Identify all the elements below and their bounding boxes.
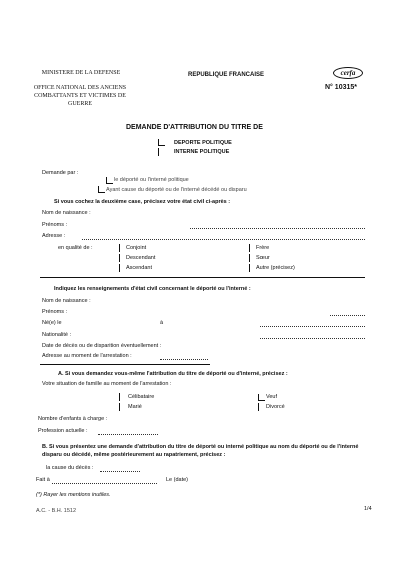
person-first-names-field[interactable] — [330, 315, 365, 316]
person-birth-name-label: Nom de naissance : — [42, 298, 91, 304]
relation-label: en qualité de : — [58, 245, 93, 251]
applicant-address-field[interactable] — [82, 239, 365, 240]
person-instruction: Indiquez les renseignements d'état civil concernant le déporté ou l'interné : — [54, 286, 251, 292]
applicant-birth-name-label: Nom de naissance : — [42, 210, 91, 216]
profession-field[interactable] — [98, 434, 158, 435]
interne-checkbox[interactable] — [158, 148, 159, 156]
applicant-first-names-label: Prénoms : — [42, 222, 68, 228]
signature-place-label: Fait à — [36, 477, 50, 483]
married-checkbox[interactable] — [119, 403, 120, 411]
relation-ascendant-checkbox[interactable] — [119, 264, 120, 272]
person-first-names-label: Prénoms : — [42, 309, 68, 315]
single-label: Célibataire — [128, 394, 155, 400]
person-death-date-label: Date de décès ou de disparition éventuellement : — [42, 343, 162, 349]
single-checkbox[interactable] — [119, 393, 120, 401]
relation-brother-label: Frère — [256, 245, 270, 251]
person-address-label: Adresse au moment de l'arrestation : — [42, 353, 132, 359]
person-birthplace-label: à — [160, 320, 164, 326]
request-label: Demande par : — [42, 170, 79, 176]
death-cause-label: la cause du décès : — [46, 465, 94, 471]
cerfa-logo: cerfa — [333, 67, 363, 79]
marital-label: Votre situation de famille au moment de l'arrestation : — [42, 381, 172, 387]
relation-other-checkbox[interactable] — [249, 264, 250, 272]
relation-descendant-checkbox[interactable] — [119, 254, 120, 262]
children-label: Nombre d'enfants à charge : — [38, 416, 108, 422]
person-nationality-label: Nationalité : — [42, 332, 72, 338]
relation-ascendant-label: Ascendant — [126, 265, 152, 271]
form-number: N° 10315* — [325, 84, 357, 91]
request-instruction: Si vous cochez la deuxième case, précisez votre état civil ci-après : — [54, 199, 231, 205]
ministry-name: MINISTERE DE LA DEFENSE — [41, 70, 121, 76]
signature-place-field[interactable] — [52, 483, 157, 484]
self-request-label: le déporté ou l'interné politique — [114, 177, 189, 183]
relation-spouse-label: Conjoint — [126, 245, 147, 251]
profession-label: Profession actuelle : — [38, 428, 88, 434]
person-nationality-field[interactable] — [260, 338, 365, 339]
relation-brother-checkbox[interactable] — [249, 244, 250, 252]
page-number: 1/4 — [364, 506, 372, 512]
person-birthplace-field[interactable] — [260, 326, 365, 327]
relation-other-label: Autre (précisez) — [256, 265, 295, 271]
signature-date-label: Le (date) — [166, 477, 189, 483]
person-address-underline — [40, 364, 210, 365]
relation-descendant-label: Descendant — [126, 255, 156, 261]
self-request-checkbox[interactable] — [106, 177, 113, 184]
widowed-checkbox[interactable] — [258, 394, 265, 401]
interne-label: INTERNE POLITIQUE — [174, 149, 230, 155]
section-b-heading: B. Si vous présentez une demande d'attribution du titre de déporté ou interné politique au nom du déporté ou de l'interné disparu ou décédé, même postérieurement au rapatriement, précisez : — [42, 444, 359, 458]
heir-request-label: Ayant cause du déporté ou de l'interné décédé ou disparu — [106, 187, 247, 193]
married-label: Marié — [128, 404, 142, 410]
deporte-label: DEPORTE POLITIQUE — [174, 140, 232, 146]
widowed-label: Veuf — [266, 394, 278, 400]
death-cause-field[interactable] — [100, 471, 140, 472]
office-line-2: COMBATTANTS ET VICTIMES DE — [34, 93, 126, 99]
divorced-checkbox[interactable] — [258, 403, 259, 411]
republic-label: REPUBLIQUE FRANCAISE — [188, 72, 265, 78]
section-a-heading: A. Si vous demandez vous-même l'attribution du titre de déporté ou d'interné, précisez : — [58, 371, 288, 377]
applicant-first-names-field[interactable] — [190, 228, 365, 229]
divorced-label: Divorcé — [266, 404, 285, 410]
relation-sister-checkbox[interactable] — [249, 254, 250, 262]
deporte-checkbox[interactable] — [158, 139, 165, 146]
form-title: DEMANDE D'ATTRIBUTION DU TITRE DE — [126, 124, 263, 131]
person-birthdate-label: Né(e) le — [42, 320, 62, 326]
footnote: (*) Rayer les mentions inutiles. — [36, 492, 111, 498]
office-line-1: OFFICE NATIONAL DES ANCIENS — [33, 85, 127, 91]
office-line-3: GUERRE — [68, 101, 92, 107]
form-reference: A.C. - B.H. 1512 — [36, 508, 77, 514]
relation-sister-label: Sœur — [256, 255, 270, 261]
heir-request-checkbox[interactable] — [98, 186, 105, 193]
section-divider — [40, 277, 365, 278]
relation-spouse-checkbox[interactable] — [119, 244, 120, 252]
applicant-address-label: Adresse : — [42, 233, 66, 239]
person-address-field[interactable] — [160, 359, 208, 360]
